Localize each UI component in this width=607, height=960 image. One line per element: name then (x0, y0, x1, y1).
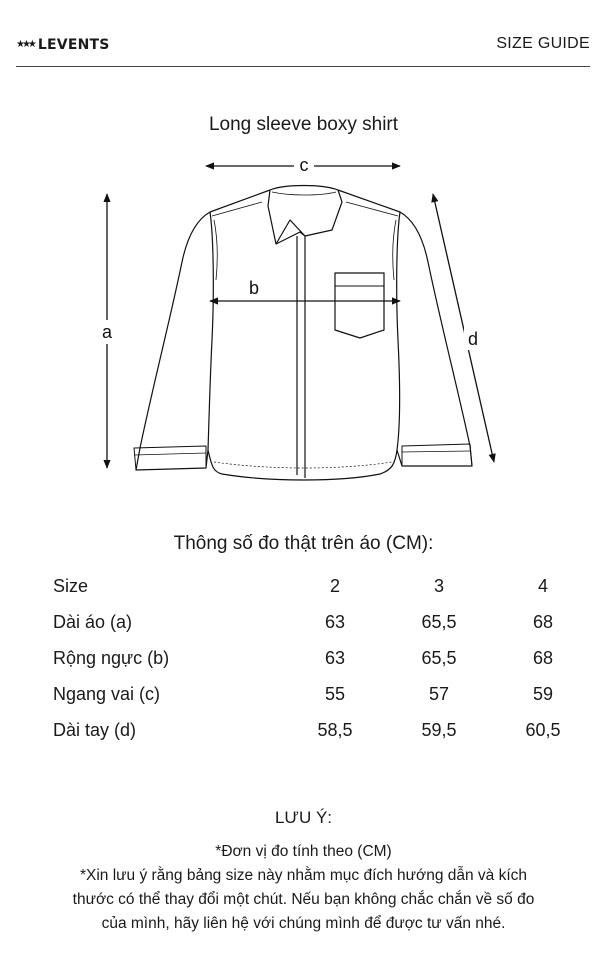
table-row (40, 712, 595, 748)
note-title: LƯU Ý: (274, 808, 333, 827)
star-icon: ★★★ (16, 39, 34, 50)
cell-value: 63 (324, 647, 346, 668)
shirt-outline (136, 190, 472, 480)
label-b: b (248, 278, 260, 298)
row-label: Ngang vai (c) (53, 683, 161, 704)
note-line: *Xin lưu ý rằng bảng size này nhằm mục đích hướng dẫn và kích (79, 867, 528, 884)
row-label: Dài tay (d) (53, 719, 137, 740)
size-col-header: 2 (329, 575, 340, 596)
cell-value: 58,5 (317, 719, 353, 740)
cell-value: 65,5 (421, 611, 457, 632)
cell-value: 57 (428, 683, 450, 704)
chest-pocket (335, 273, 384, 338)
note-line: *Đơn vị đo tính theo (CM) (215, 843, 392, 860)
right-cuff (402, 444, 472, 466)
cell-value: 65,5 (421, 647, 457, 668)
row-label: Dài áo (a) (53, 611, 133, 632)
size-table (40, 568, 595, 748)
row-label: Rộng ngực (b) (53, 647, 170, 668)
cell-value: 59,5 (421, 719, 457, 740)
shirt-illustration (134, 186, 472, 481)
header-divider (16, 66, 590, 67)
note-line: thước có thể thay đổi một chút. Nếu bạn không chắc chắn về số đo (72, 891, 535, 908)
brand-name: LEVENTS (37, 37, 110, 53)
table-row (40, 604, 595, 640)
cell-value: 60,5 (525, 719, 561, 740)
left-cuff (134, 446, 206, 470)
header (0, 0, 607, 68)
cell-value: 68 (532, 611, 554, 632)
label-a: a (101, 322, 113, 342)
brand-logo[interactable] (16, 37, 110, 53)
cell-value: 68 (532, 647, 554, 668)
table-header-label: Size (53, 575, 89, 596)
label-c: c (299, 155, 309, 175)
table-header-row (40, 568, 595, 604)
product-title: Long sleeve boxy shirt (208, 114, 399, 135)
label-d: d (467, 329, 479, 349)
table-row (40, 676, 595, 712)
cell-value: 59 (532, 683, 554, 704)
cell-value: 63 (324, 611, 346, 632)
spec-title: Thông số đo thật trên áo (CM): (173, 533, 434, 554)
note-line: của mình, hãy liên hệ với chúng mình để được tư vấn nhé. (101, 915, 506, 932)
size-col-header: 4 (537, 575, 548, 596)
size-col-header: 3 (433, 575, 444, 596)
table-row (40, 640, 595, 676)
measurement-arrows (107, 166, 494, 468)
note-text (30, 840, 577, 936)
shirt-diagram (0, 140, 607, 520)
page-title: SIZE GUIDE (496, 35, 590, 52)
cell-value: 55 (324, 683, 346, 704)
